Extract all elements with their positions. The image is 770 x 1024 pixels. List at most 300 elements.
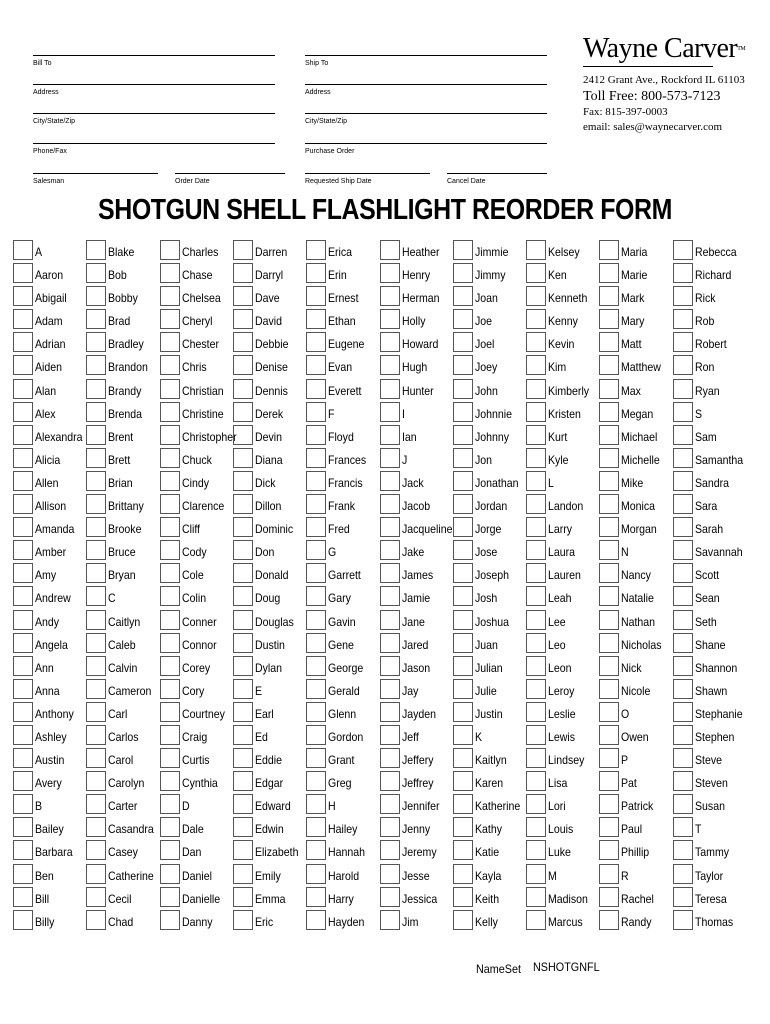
quantity-box[interactable] — [673, 332, 693, 352]
quantity-box[interactable] — [599, 586, 619, 606]
quantity-box[interactable] — [673, 633, 693, 653]
quantity-box[interactable] — [453, 471, 473, 491]
quantity-box[interactable] — [673, 794, 693, 814]
quantity-box[interactable] — [306, 263, 326, 283]
quantity-box[interactable] — [160, 425, 180, 445]
quantity-box[interactable] — [160, 725, 180, 745]
quantity-box[interactable] — [673, 748, 693, 768]
quantity-box[interactable] — [160, 332, 180, 352]
quantity-box[interactable] — [599, 748, 619, 768]
quantity-box[interactable] — [160, 610, 180, 630]
quantity-box[interactable] — [86, 633, 106, 653]
quantity-box[interactable] — [13, 402, 33, 422]
quantity-box[interactable] — [526, 448, 546, 468]
quantity-box[interactable] — [673, 586, 693, 606]
quantity-box[interactable] — [306, 240, 326, 260]
quantity-box[interactable] — [599, 610, 619, 630]
quantity-box[interactable] — [306, 517, 326, 537]
quantity-box[interactable] — [13, 332, 33, 352]
quantity-box[interactable] — [233, 610, 253, 630]
quantity-box[interactable] — [453, 656, 473, 676]
quantity-box[interactable] — [160, 402, 180, 422]
quantity-box[interactable] — [306, 794, 326, 814]
quantity-box[interactable] — [599, 794, 619, 814]
quantity-box[interactable] — [599, 425, 619, 445]
quantity-box[interactable] — [673, 771, 693, 791]
quantity-box[interactable] — [453, 517, 473, 537]
quantity-box[interactable] — [599, 263, 619, 283]
ship-city-state-zip-field[interactable] — [305, 113, 547, 125]
quantity-box[interactable] — [599, 494, 619, 514]
quantity-box[interactable] — [86, 240, 106, 260]
quantity-box[interactable] — [526, 702, 546, 722]
quantity-box[interactable] — [306, 910, 326, 930]
quantity-box[interactable] — [13, 633, 33, 653]
quantity-box[interactable] — [526, 679, 546, 699]
quantity-box[interactable] — [526, 379, 546, 399]
quantity-box[interactable] — [453, 563, 473, 583]
quantity-box[interactable] — [526, 517, 546, 537]
quantity-box[interactable] — [599, 887, 619, 907]
quantity-box[interactable] — [599, 240, 619, 260]
quantity-box[interactable] — [13, 379, 33, 399]
quantity-box[interactable] — [306, 309, 326, 329]
quantity-box[interactable] — [526, 864, 546, 884]
quantity-box[interactable] — [86, 656, 106, 676]
quantity-box[interactable] — [13, 448, 33, 468]
quantity-box[interactable] — [233, 563, 253, 583]
quantity-box[interactable] — [380, 540, 400, 560]
quantity-box[interactable] — [13, 702, 33, 722]
quantity-box[interactable] — [160, 794, 180, 814]
quantity-box[interactable] — [13, 309, 33, 329]
quantity-box[interactable] — [233, 840, 253, 860]
quantity-box[interactable] — [160, 517, 180, 537]
quantity-box[interactable] — [526, 355, 546, 375]
quantity-box[interactable] — [233, 586, 253, 606]
bill-to-field[interactable] — [33, 55, 275, 67]
quantity-box[interactable] — [673, 355, 693, 375]
quantity-box[interactable] — [380, 240, 400, 260]
quantity-box[interactable] — [599, 402, 619, 422]
quantity-box[interactable] — [160, 355, 180, 375]
quantity-box[interactable] — [453, 864, 473, 884]
quantity-box[interactable] — [673, 540, 693, 560]
quantity-box[interactable] — [160, 494, 180, 514]
quantity-box[interactable] — [86, 610, 106, 630]
quantity-box[interactable] — [13, 771, 33, 791]
quantity-box[interactable] — [13, 910, 33, 930]
quantity-box[interactable] — [306, 771, 326, 791]
quantity-box[interactable] — [526, 771, 546, 791]
ship-to-field[interactable] — [305, 55, 547, 67]
quantity-box[interactable] — [13, 794, 33, 814]
quantity-box[interactable] — [526, 633, 546, 653]
quantity-box[interactable] — [599, 332, 619, 352]
quantity-box[interactable] — [160, 910, 180, 930]
quantity-box[interactable] — [306, 494, 326, 514]
quantity-box[interactable] — [86, 517, 106, 537]
quantity-box[interactable] — [160, 563, 180, 583]
quantity-box[interactable] — [380, 379, 400, 399]
quantity-box[interactable] — [453, 725, 473, 745]
quantity-box[interactable] — [160, 240, 180, 260]
quantity-box[interactable] — [453, 425, 473, 445]
quantity-box[interactable] — [233, 748, 253, 768]
quantity-box[interactable] — [380, 263, 400, 283]
quantity-box[interactable] — [526, 887, 546, 907]
quantity-box[interactable] — [673, 840, 693, 860]
quantity-box[interactable] — [526, 748, 546, 768]
quantity-box[interactable] — [380, 563, 400, 583]
quantity-box[interactable] — [453, 887, 473, 907]
quantity-box[interactable] — [526, 586, 546, 606]
quantity-box[interactable] — [380, 402, 400, 422]
quantity-box[interactable] — [306, 610, 326, 630]
quantity-box[interactable] — [86, 286, 106, 306]
quantity-box[interactable] — [233, 633, 253, 653]
quantity-box[interactable] — [380, 794, 400, 814]
quantity-box[interactable] — [599, 309, 619, 329]
quantity-box[interactable] — [673, 240, 693, 260]
quantity-box[interactable] — [453, 332, 473, 352]
quantity-box[interactable] — [673, 702, 693, 722]
quantity-box[interactable] — [13, 725, 33, 745]
quantity-box[interactable] — [599, 286, 619, 306]
quantity-box[interactable] — [86, 263, 106, 283]
quantity-box[interactable] — [599, 840, 619, 860]
quantity-box[interactable] — [86, 355, 106, 375]
quantity-box[interactable] — [526, 309, 546, 329]
quantity-box[interactable] — [306, 702, 326, 722]
quantity-box[interactable] — [306, 402, 326, 422]
quantity-box[interactable] — [13, 494, 33, 514]
quantity-box[interactable] — [380, 817, 400, 837]
quantity-box[interactable] — [13, 471, 33, 491]
quantity-box[interactable] — [673, 887, 693, 907]
quantity-box[interactable] — [673, 910, 693, 930]
ship-address-field[interactable] — [305, 84, 547, 96]
quantity-box[interactable] — [160, 864, 180, 884]
quantity-box[interactable] — [380, 633, 400, 653]
quantity-box[interactable] — [526, 240, 546, 260]
quantity-box[interactable] — [380, 309, 400, 329]
quantity-box[interactable] — [599, 633, 619, 653]
quantity-box[interactable] — [380, 586, 400, 606]
quantity-box[interactable] — [13, 240, 33, 260]
quantity-box[interactable] — [233, 263, 253, 283]
quantity-box[interactable] — [453, 817, 473, 837]
quantity-box[interactable] — [13, 586, 33, 606]
quantity-box[interactable] — [380, 887, 400, 907]
quantity-box[interactable] — [526, 563, 546, 583]
quantity-box[interactable] — [673, 448, 693, 468]
quantity-box[interactable] — [453, 355, 473, 375]
quantity-box[interactable] — [380, 864, 400, 884]
quantity-box[interactable] — [86, 425, 106, 445]
quantity-box[interactable] — [86, 494, 106, 514]
quantity-box[interactable] — [86, 725, 106, 745]
quantity-box[interactable] — [86, 540, 106, 560]
quantity-box[interactable] — [453, 263, 473, 283]
quantity-box[interactable] — [233, 794, 253, 814]
quantity-box[interactable] — [86, 887, 106, 907]
quantity-box[interactable] — [233, 425, 253, 445]
quantity-box[interactable] — [306, 332, 326, 352]
quantity-box[interactable] — [673, 425, 693, 445]
quantity-box[interactable] — [380, 679, 400, 699]
quantity-box[interactable] — [160, 656, 180, 676]
quantity-box[interactable] — [526, 425, 546, 445]
address-field[interactable] — [33, 84, 275, 96]
quantity-box[interactable] — [160, 679, 180, 699]
quantity-box[interactable] — [599, 725, 619, 745]
quantity-box[interactable] — [233, 725, 253, 745]
quantity-box[interactable] — [380, 517, 400, 537]
quantity-box[interactable] — [380, 355, 400, 375]
quantity-box[interactable] — [233, 656, 253, 676]
quantity-box[interactable] — [306, 840, 326, 860]
quantity-box[interactable] — [13, 540, 33, 560]
quantity-box[interactable] — [306, 540, 326, 560]
quantity-box[interactable] — [233, 402, 253, 422]
quantity-box[interactable] — [233, 240, 253, 260]
quantity-box[interactable] — [160, 586, 180, 606]
quantity-box[interactable] — [13, 840, 33, 860]
quantity-box[interactable] — [453, 610, 473, 630]
quantity-box[interactable] — [233, 448, 253, 468]
quantity-box[interactable] — [673, 402, 693, 422]
quantity-box[interactable] — [453, 494, 473, 514]
quantity-box[interactable] — [86, 309, 106, 329]
quantity-box[interactable] — [233, 286, 253, 306]
quantity-box[interactable] — [599, 448, 619, 468]
quantity-box[interactable] — [160, 286, 180, 306]
quantity-box[interactable] — [86, 586, 106, 606]
quantity-box[interactable] — [380, 332, 400, 352]
quantity-box[interactable] — [673, 379, 693, 399]
quantity-box[interactable] — [599, 355, 619, 375]
quantity-box[interactable] — [599, 817, 619, 837]
quantity-box[interactable] — [526, 840, 546, 860]
quantity-box[interactable] — [306, 286, 326, 306]
quantity-box[interactable] — [233, 379, 253, 399]
quantity-box[interactable] — [673, 286, 693, 306]
quantity-box[interactable] — [599, 864, 619, 884]
quantity-box[interactable] — [160, 309, 180, 329]
quantity-box[interactable] — [86, 679, 106, 699]
quantity-box[interactable] — [380, 494, 400, 514]
quantity-box[interactable] — [453, 286, 473, 306]
quantity-box[interactable] — [86, 471, 106, 491]
quantity-box[interactable] — [599, 702, 619, 722]
quantity-box[interactable] — [453, 402, 473, 422]
quantity-box[interactable] — [86, 864, 106, 884]
quantity-box[interactable] — [233, 910, 253, 930]
quantity-box[interactable] — [233, 540, 253, 560]
quantity-box[interactable] — [453, 540, 473, 560]
quantity-box[interactable] — [673, 725, 693, 745]
quantity-box[interactable] — [380, 425, 400, 445]
quantity-box[interactable] — [86, 332, 106, 352]
quantity-box[interactable] — [306, 725, 326, 745]
quantity-box[interactable] — [599, 656, 619, 676]
quantity-box[interactable] — [306, 425, 326, 445]
quantity-box[interactable] — [13, 656, 33, 676]
quantity-box[interactable] — [13, 286, 33, 306]
quantity-box[interactable] — [13, 517, 33, 537]
quantity-box[interactable] — [453, 633, 473, 653]
quantity-box[interactable] — [526, 725, 546, 745]
quantity-box[interactable] — [673, 263, 693, 283]
quantity-box[interactable] — [673, 471, 693, 491]
quantity-box[interactable] — [380, 748, 400, 768]
quantity-box[interactable] — [13, 563, 33, 583]
quantity-box[interactable] — [306, 379, 326, 399]
quantity-box[interactable] — [453, 840, 473, 860]
quantity-box[interactable] — [13, 817, 33, 837]
quantity-box[interactable] — [673, 494, 693, 514]
quantity-box[interactable] — [233, 494, 253, 514]
quantity-box[interactable] — [306, 656, 326, 676]
quantity-box[interactable] — [160, 263, 180, 283]
quantity-box[interactable] — [526, 610, 546, 630]
quantity-box[interactable] — [306, 817, 326, 837]
quantity-box[interactable] — [453, 240, 473, 260]
quantity-box[interactable] — [86, 910, 106, 930]
quantity-box[interactable] — [599, 563, 619, 583]
quantity-box[interactable] — [13, 748, 33, 768]
quantity-box[interactable] — [599, 379, 619, 399]
quantity-box[interactable] — [380, 471, 400, 491]
quantity-box[interactable] — [526, 402, 546, 422]
quantity-box[interactable] — [13, 887, 33, 907]
quantity-box[interactable] — [453, 771, 473, 791]
cancel-date-field[interactable] — [447, 173, 547, 185]
quantity-box[interactable] — [673, 817, 693, 837]
quantity-box[interactable] — [160, 840, 180, 860]
quantity-box[interactable] — [526, 794, 546, 814]
quantity-box[interactable] — [453, 379, 473, 399]
quantity-box[interactable] — [86, 817, 106, 837]
quantity-box[interactable] — [306, 679, 326, 699]
quantity-box[interactable] — [306, 563, 326, 583]
quantity-box[interactable] — [673, 610, 693, 630]
quantity-box[interactable] — [673, 864, 693, 884]
quantity-box[interactable] — [306, 471, 326, 491]
quantity-box[interactable] — [380, 771, 400, 791]
quantity-box[interactable] — [380, 702, 400, 722]
quantity-box[interactable] — [306, 448, 326, 468]
quantity-box[interactable] — [673, 309, 693, 329]
quantity-box[interactable] — [233, 702, 253, 722]
quantity-box[interactable] — [453, 679, 473, 699]
quantity-box[interactable] — [380, 725, 400, 745]
quantity-box[interactable] — [380, 656, 400, 676]
quantity-box[interactable] — [526, 817, 546, 837]
quantity-box[interactable] — [86, 563, 106, 583]
quantity-box[interactable] — [380, 840, 400, 860]
quantity-box[interactable] — [526, 286, 546, 306]
quantity-box[interactable] — [526, 494, 546, 514]
quantity-box[interactable] — [13, 263, 33, 283]
quantity-box[interactable] — [86, 840, 106, 860]
quantity-box[interactable] — [306, 633, 326, 653]
quantity-box[interactable] — [13, 425, 33, 445]
quantity-box[interactable] — [306, 748, 326, 768]
quantity-box[interactable] — [13, 864, 33, 884]
quantity-box[interactable] — [380, 448, 400, 468]
quantity-box[interactable] — [673, 679, 693, 699]
quantity-box[interactable] — [160, 748, 180, 768]
quantity-box[interactable] — [86, 748, 106, 768]
quantity-box[interactable] — [673, 656, 693, 676]
quantity-box[interactable] — [599, 771, 619, 791]
quantity-box[interactable] — [160, 379, 180, 399]
quantity-box[interactable] — [160, 540, 180, 560]
quantity-box[interactable] — [86, 771, 106, 791]
quantity-box[interactable] — [526, 540, 546, 560]
quantity-box[interactable] — [233, 471, 253, 491]
quantity-box[interactable] — [13, 610, 33, 630]
quantity-box[interactable] — [160, 702, 180, 722]
quantity-box[interactable] — [86, 448, 106, 468]
quantity-box[interactable] — [306, 887, 326, 907]
quantity-box[interactable] — [233, 679, 253, 699]
quantity-box[interactable] — [160, 448, 180, 468]
city-state-zip-field[interactable] — [33, 113, 275, 125]
quantity-box[interactable] — [380, 610, 400, 630]
quantity-box[interactable] — [233, 864, 253, 884]
quantity-box[interactable] — [526, 910, 546, 930]
quantity-box[interactable] — [160, 471, 180, 491]
quantity-box[interactable] — [599, 679, 619, 699]
salesman-field[interactable] — [33, 173, 158, 185]
quantity-box[interactable] — [160, 771, 180, 791]
requested-ship-date-field[interactable] — [305, 173, 430, 185]
phone-fax-field[interactable] — [33, 143, 275, 155]
quantity-box[interactable] — [526, 656, 546, 676]
quantity-box[interactable] — [233, 887, 253, 907]
quantity-box[interactable] — [526, 263, 546, 283]
quantity-box[interactable] — [160, 887, 180, 907]
quantity-box[interactable] — [526, 332, 546, 352]
quantity-box[interactable] — [306, 586, 326, 606]
quantity-box[interactable] — [306, 864, 326, 884]
quantity-box[interactable] — [526, 471, 546, 491]
quantity-box[interactable] — [380, 910, 400, 930]
quantity-box[interactable] — [380, 286, 400, 306]
quantity-box[interactable] — [160, 817, 180, 837]
quantity-box[interactable] — [233, 355, 253, 375]
quantity-box[interactable] — [453, 748, 473, 768]
quantity-box[interactable] — [233, 771, 253, 791]
quantity-box[interactable] — [233, 817, 253, 837]
quantity-box[interactable] — [13, 355, 33, 375]
quantity-box[interactable] — [86, 702, 106, 722]
quantity-box[interactable] — [453, 794, 473, 814]
quantity-box[interactable] — [453, 586, 473, 606]
quantity-box[interactable] — [453, 910, 473, 930]
quantity-box[interactable] — [599, 471, 619, 491]
quantity-box[interactable] — [673, 517, 693, 537]
quantity-box[interactable] — [233, 332, 253, 352]
quantity-box[interactable] — [233, 309, 253, 329]
quantity-box[interactable] — [453, 309, 473, 329]
quantity-box[interactable] — [453, 702, 473, 722]
quantity-box[interactable] — [453, 448, 473, 468]
quantity-box[interactable] — [233, 517, 253, 537]
